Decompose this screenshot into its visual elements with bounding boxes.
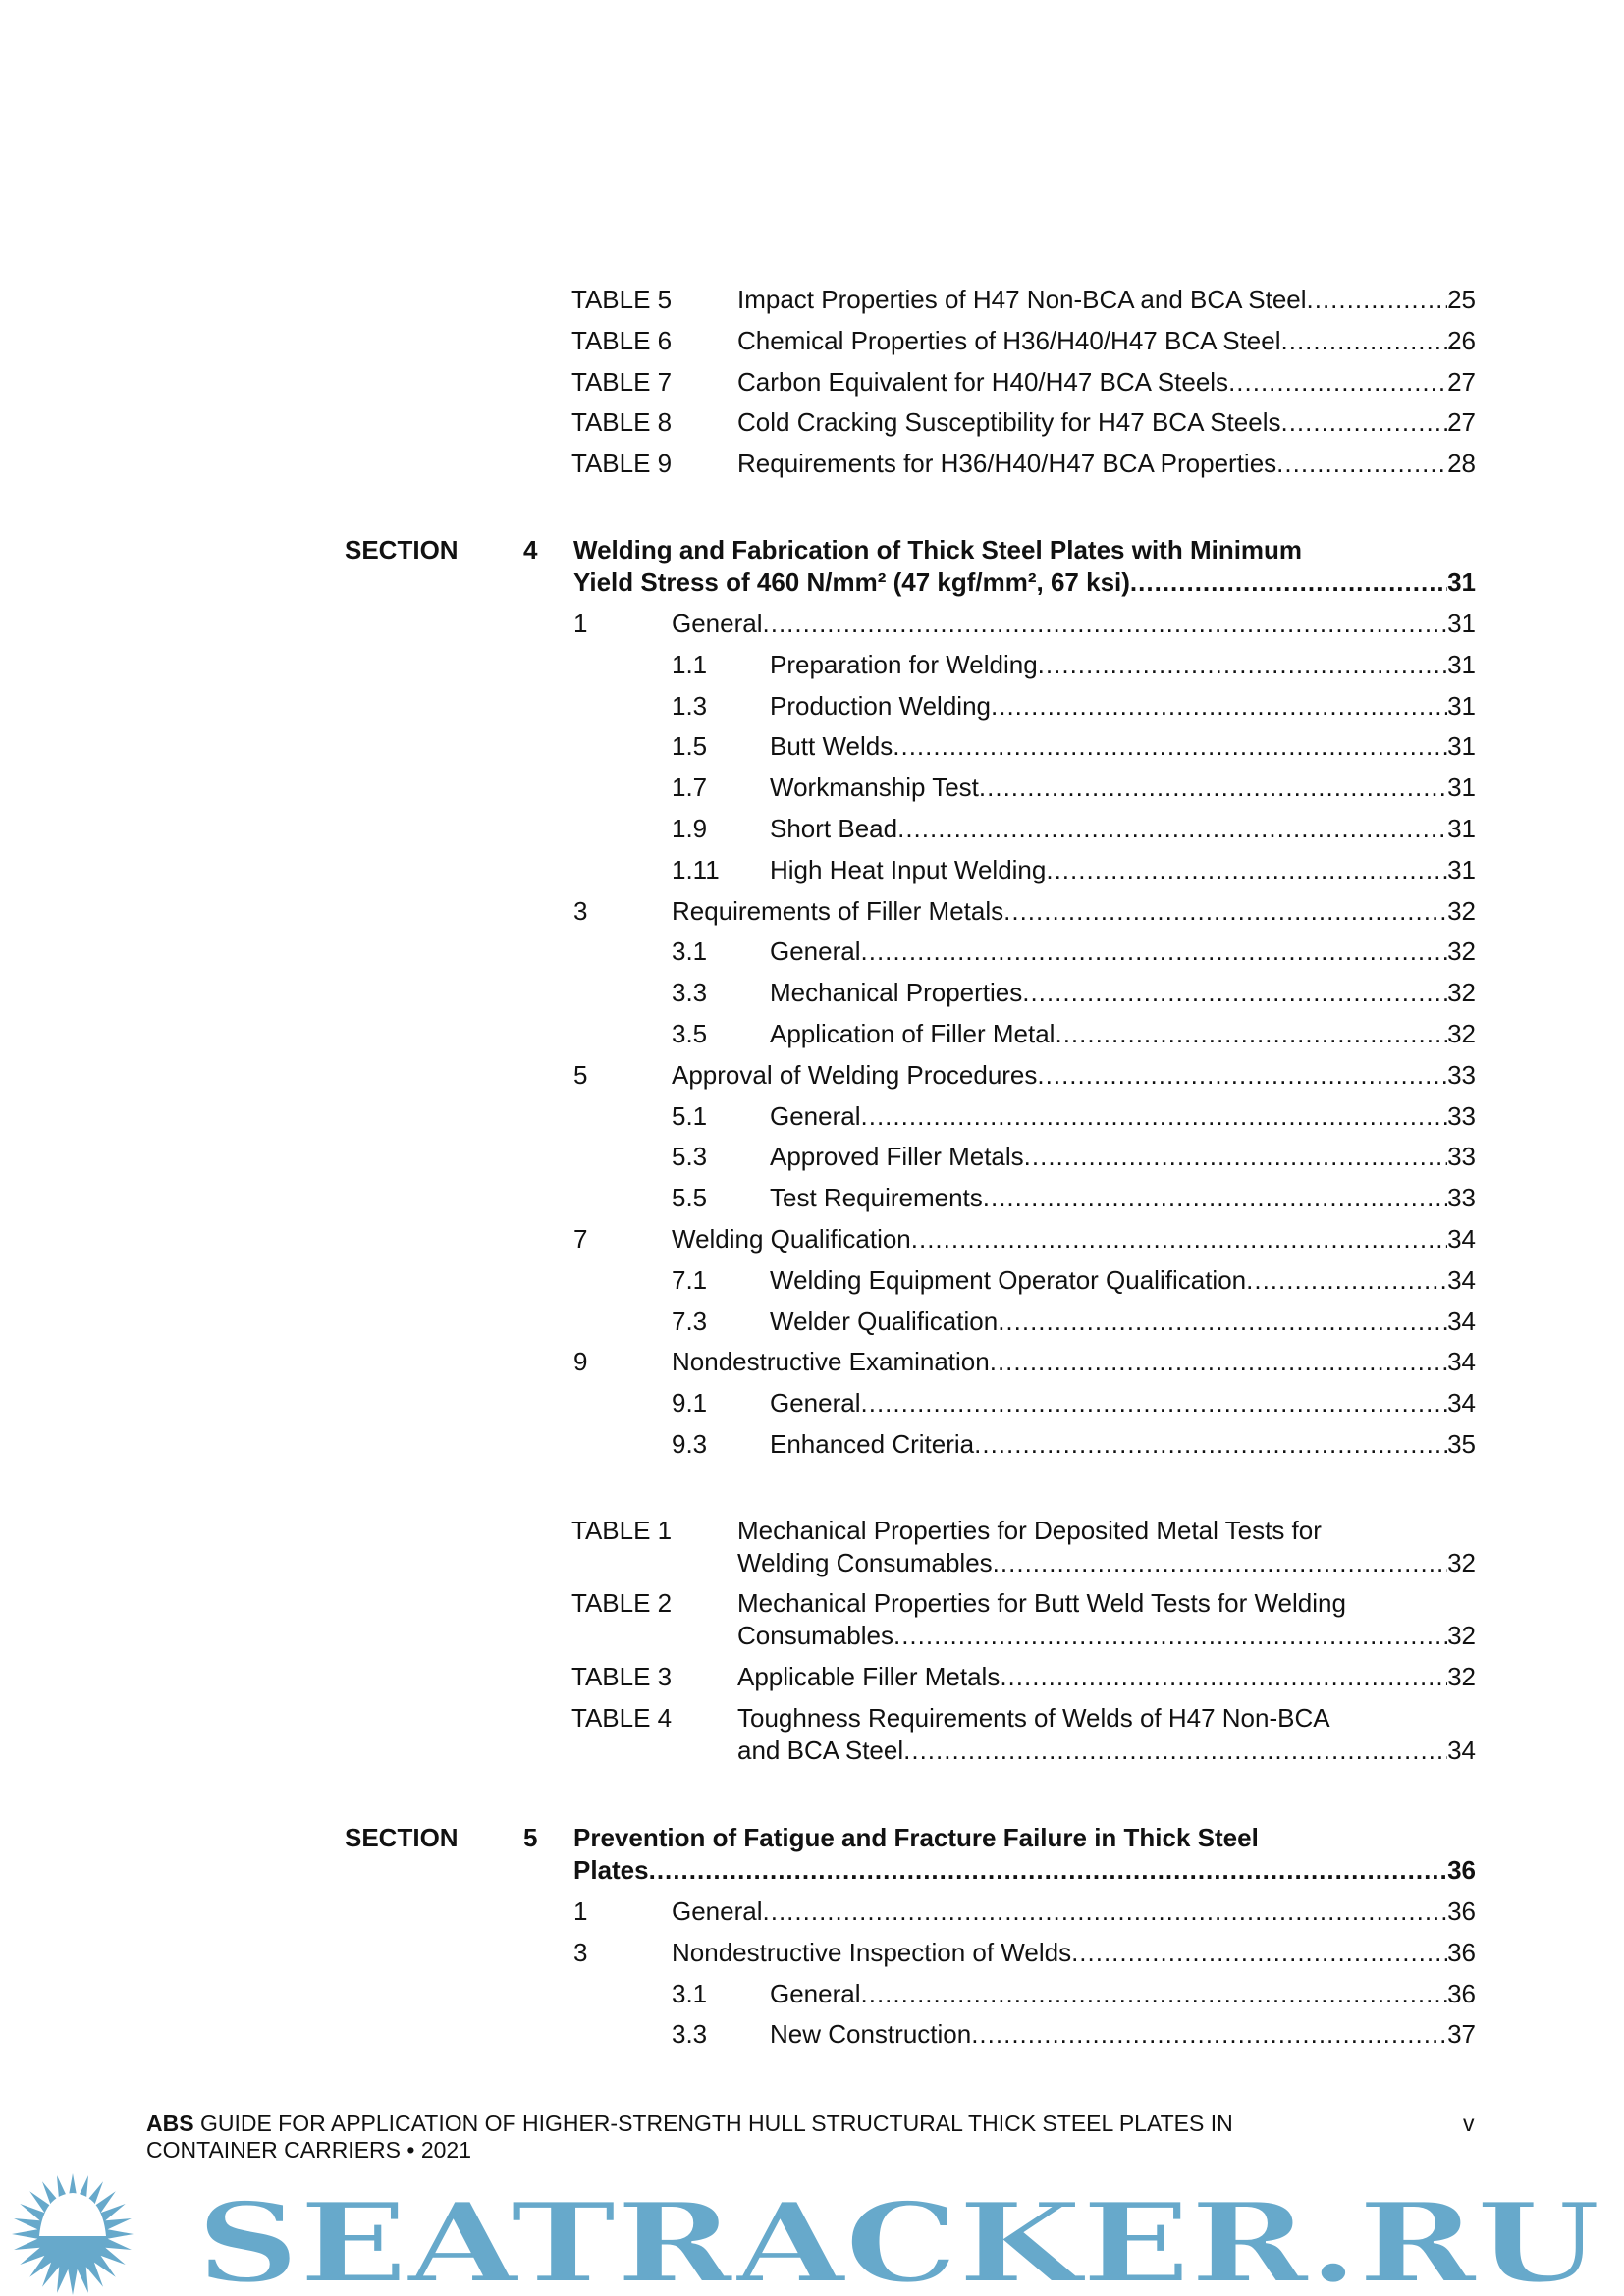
toc-entry-level2[interactable] [770,1386,1476,1419]
dot-leader [1246,1263,1447,1297]
entry-page-number: 31 [1447,690,1476,721]
toc-entry-level2[interactable] [770,689,1476,722]
entry-page-number: 31 [1447,814,1476,843]
dot-leader [971,2017,1447,2051]
entry-title: Approved Filler Metals [770,1142,1024,1172]
entry-page-number: 36 [1447,1937,1476,1967]
entry-title: Requirements for H36/H40/H47 BCA Properties [737,449,1277,479]
dot-leader [893,729,1447,763]
toc-entry-level2[interactable] [770,729,1476,763]
footer-page-number: v [1463,2110,1475,2136]
entry-page-number: 32 [1447,936,1476,967]
entry-number: 5.1 [672,1100,708,1131]
entry-number: 1.11 [672,854,720,884]
dot-leader [974,1427,1447,1461]
entry-page-number: 32 [1447,978,1476,1008]
entry-page-number: 32 [1447,1662,1476,1691]
dot-leader [1055,1017,1447,1050]
toc-entry-level1[interactable] [672,607,1476,640]
toc-entry-level2[interactable] [770,812,1476,845]
entry-title: Enhanced Criteria [770,1429,975,1459]
entry-page-number: 35 [1447,1429,1476,1459]
watermark-text: SEATRACKER.RU [196,2179,1600,2296]
table-label: TABLE 7 [571,366,673,397]
entry-title: Carbon Equivalent for H40/H47 BCA Steels [737,366,1229,397]
toc-table-entry[interactable] [737,1619,1476,1652]
toc-entry-level1[interactable] [672,894,1476,928]
entry-title: Applicable Filler Metals [737,1662,1001,1691]
entry-page-number: 25 [1447,285,1476,314]
dot-leader [1071,1936,1447,1969]
entry-number: 1 [573,609,588,638]
section-title-entry[interactable] [573,1853,1476,1887]
entry-page-number: 33 [1447,1100,1476,1131]
section-number: 4 [523,535,538,564]
entry-title: General [770,936,861,967]
entry-title: General [672,609,763,638]
entry-page-number: 34 [1447,1735,1476,1765]
dot-leader [993,1546,1447,1579]
entry-page-number: 33 [1447,1183,1476,1213]
dot-leader [763,607,1448,640]
dot-leader [1281,324,1448,357]
entry-title: High Heat Input Welding [770,854,1047,884]
entry-page-number: 31 [1447,731,1476,762]
dot-leader [911,1222,1447,1255]
watermark-logo [0,2171,1624,2296]
entry-number: 3.5 [672,1019,708,1048]
entry-title: General [770,1100,861,1131]
entry-page-number: 32 [1447,1621,1476,1650]
entry-title: Nondestructive Inspection of Welds [672,1937,1072,1967]
toc-entry-level2[interactable] [770,2017,1476,2051]
table-title-line1: Mechanical Properties for Butt Weld Tests for Welding [737,1588,1346,1618]
table-label: TABLE 3 [571,1662,673,1691]
dot-leader [1046,853,1447,886]
toc-table-entry[interactable] [737,1546,1476,1579]
toc-table-entry[interactable] [737,1660,1476,1693]
entry-number: 9.1 [672,1388,708,1418]
entry-title: Consumables [737,1621,893,1650]
entry-page-number: 34 [1447,1306,1476,1336]
entry-page-number: 36 [1447,1855,1476,1885]
entry-title: Preparation for Welding [770,649,1038,679]
dot-leader [861,934,1448,968]
dot-leader [1022,976,1447,1009]
table-label: TABLE 4 [571,1703,673,1733]
entry-title: Short Bead [770,814,898,843]
dot-leader [1038,648,1447,681]
dot-leader [990,1345,1447,1378]
entry-page-number: 32 [1447,895,1476,926]
toc-entry-level2[interactable] [770,1181,1476,1214]
entry-page-number: 31 [1447,609,1476,638]
entry-page-number: 36 [1447,1896,1476,1926]
entry-number: 1.3 [672,690,708,721]
entry-number: 3 [573,895,588,926]
entry-title: Welding Equipment Operator Qualification [770,1264,1247,1295]
entry-number: 3 [573,1937,588,1967]
toc-entry-level2[interactable] [770,1263,1476,1297]
table-title-line1: Mechanical Properties for Deposited Metal Tests for [737,1516,1322,1545]
entry-title: Cold Cracking Susceptibility for H47 BCA Steels [737,407,1281,438]
entry-page-number: 31 [1447,649,1476,679]
table-title-line1: Toughness Requirements of Welds of H47 Non-BCA [737,1703,1330,1733]
entry-number: 1.7 [672,773,708,803]
dot-leader [991,689,1447,722]
toc-entry-level2[interactable] [770,1977,1476,2010]
dot-leader [649,1853,1447,1887]
toc-table-entry[interactable] [737,405,1476,439]
table-label: TABLE 2 [571,1588,673,1618]
entry-number: 3.1 [672,936,708,967]
entry-title: Application of Filler Metal [770,1019,1056,1048]
dot-leader [1228,365,1447,399]
entry-page-number: 37 [1447,2019,1476,2050]
dot-leader [1280,405,1447,439]
entry-title: Workmanship Test [770,773,979,803]
entry-number: 3.1 [672,1978,708,2008]
dot-leader [861,1386,1448,1419]
table-label: TABLE 9 [571,449,673,479]
entry-page-number: 28 [1447,449,1476,479]
entry-number: 9.3 [672,1429,708,1459]
entry-number: 5.3 [672,1142,708,1172]
toc-entry-level1[interactable] [672,1895,1476,1928]
dot-leader [983,1181,1447,1214]
entry-page-number: 36 [1447,1978,1476,2008]
dot-leader [979,771,1447,804]
toc-table-entry[interactable] [737,447,1476,480]
toc-table-entry[interactable] [737,283,1476,316]
entry-number: 1.1 [672,649,708,679]
footer-title-line2: CONTAINER CARRIERS • 2021 [146,2137,471,2163]
toc-entry-level2[interactable] [770,1099,1476,1133]
footer-title-line1: GUIDE FOR APPLICATION OF HIGHER-STRENGTH HULL STRUCTURAL THICK STEEL PLATES IN [193,2110,1233,2136]
sunburst-icon [12,2173,134,2295]
toc-table-entry[interactable] [737,365,1476,399]
entry-page-number: 31 [1447,773,1476,803]
entry-number: 1.9 [672,814,708,843]
dot-leader [893,1619,1447,1652]
dot-leader [763,1895,1448,1928]
dot-leader [1276,447,1447,480]
toc-entry-level2[interactable] [770,934,1476,968]
toc-entry-level1[interactable] [672,1222,1476,1255]
entry-page-number: 27 [1447,366,1476,397]
entry-title: Mechanical Properties [770,978,1023,1008]
toc-entry-level2[interactable] [770,853,1476,886]
dot-leader [998,1305,1447,1338]
dot-leader [1000,1660,1447,1693]
page-footer [146,2110,1233,2163]
entry-title: Chemical Properties of H36/H40/H47 BCA Steel [737,325,1281,355]
table-label: TABLE 6 [571,325,673,355]
footer-brand: ABS [146,2110,194,2136]
entry-page-number: 26 [1447,325,1476,355]
toc-entry-level2[interactable] [770,1140,1476,1173]
toc-entry-level2[interactable] [770,976,1476,1009]
toc-entry-level2[interactable] [770,648,1476,681]
entry-number: 3.3 [672,978,708,1008]
section-label: SECTION [345,535,459,564]
entry-page-number: 27 [1447,407,1476,438]
entry-number: 1.5 [672,731,708,762]
dot-leader [897,812,1447,845]
section-title-entry[interactable] [573,565,1476,599]
section-number: 5 [523,1823,538,1852]
dot-leader [1307,283,1448,316]
toc-entry-level1[interactable] [672,1936,1476,1969]
entry-title: Production Welding [770,690,991,721]
dot-leader [1003,894,1447,928]
entry-title: General [770,1978,861,2008]
section-label: SECTION [345,1823,459,1852]
entry-number: 9 [573,1347,588,1377]
entry-title: Plates [573,1855,649,1885]
table-label: TABLE 8 [571,407,673,438]
entry-number: 7.3 [672,1306,708,1336]
entry-page-number: 34 [1447,1224,1476,1254]
entry-page-number: 31 [1447,854,1476,884]
entry-title: Welder Qualification [770,1306,999,1336]
entry-page-number: 32 [1447,1019,1476,1048]
entry-title: Test Requirements [770,1183,983,1213]
entry-number: 5 [573,1059,588,1090]
entry-title: Requirements of Filler Metals [672,895,1004,926]
entry-page-number: 32 [1447,1548,1476,1577]
table-label: TABLE 1 [571,1516,673,1545]
toc-entry-level2[interactable] [770,1427,1476,1461]
entry-page-number: 33 [1447,1142,1476,1172]
entry-page-number: 34 [1447,1388,1476,1418]
entry-number: 3.3 [672,2019,708,2050]
dot-leader [903,1734,1447,1767]
entry-title: General [770,1388,861,1418]
entry-page-number: 34 [1447,1347,1476,1377]
entry-number: 1 [573,1896,588,1926]
entry-title: General [672,1896,763,1926]
entry-title: Welding Qualification [672,1224,911,1254]
entry-page-number: 31 [1447,567,1476,597]
toc-entry-level1[interactable] [672,1058,1476,1092]
entry-title: Impact Properties of H47 Non-BCA and BCA Steel [737,285,1307,314]
entry-title: Approval of Welding Procedures [672,1059,1038,1090]
entry-page-number: 33 [1447,1059,1476,1090]
table-label: TABLE 5 [571,285,673,314]
section-title-line1: Welding and Fabrication of Thick Steel Plates with Minimum [573,535,1303,564]
toc-entry-level1[interactable] [672,1345,1476,1378]
entry-title: New Construction [770,2019,972,2050]
entry-title: Welding Consumables [737,1548,993,1577]
entry-title: Butt Welds [770,731,893,762]
dot-leader [1130,565,1447,599]
entry-number: 5.5 [672,1183,708,1213]
toc-table-entry[interactable] [737,324,1476,357]
dot-leader [861,1977,1448,2010]
entry-title: Nondestructive Examination [672,1347,990,1377]
dot-leader [1037,1058,1447,1092]
entry-page-number: 34 [1447,1264,1476,1295]
dot-leader [1024,1140,1447,1173]
dot-leader [861,1099,1448,1133]
toc-table-entry[interactable] [737,1734,1476,1767]
entry-title: and BCA Steel [737,1735,904,1765]
toc-entry-level2[interactable] [770,1017,1476,1050]
toc-entry-level2[interactable] [770,771,1476,804]
entry-number: 7.1 [672,1264,708,1295]
toc-entry-level2[interactable] [770,1305,1476,1338]
section-title-line1: Prevention of Fatigue and Fracture Failure in Thick Steel [573,1823,1259,1852]
entry-title: Yield Stress of 460 N/mm² (47 kgf/mm², 67 ksi) [573,567,1130,597]
entry-number: 7 [573,1224,588,1254]
